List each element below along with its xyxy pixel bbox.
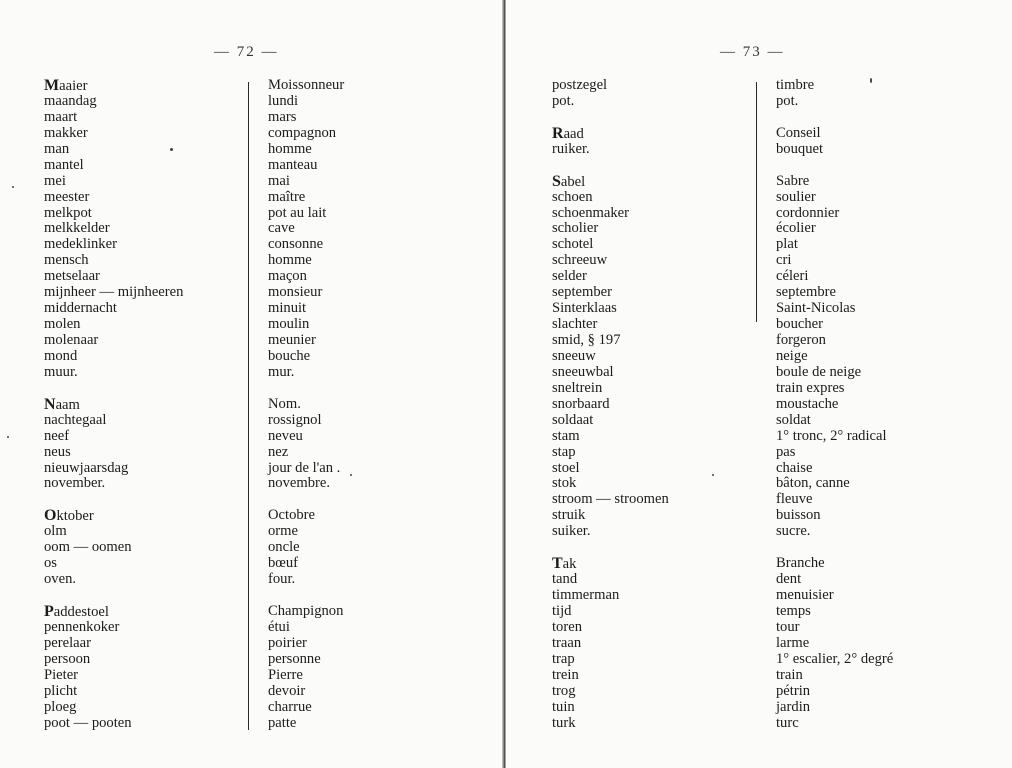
vocabulary-entry: train <box>776 666 803 683</box>
section-gap <box>776 158 893 174</box>
vocabulary-entry: stroom — stroomen <box>552 491 669 508</box>
dutch-column-right <box>552 78 669 731</box>
section-gap <box>44 381 183 397</box>
vocabulary-entry: schotel <box>552 236 594 253</box>
vocabulary-entry: makker <box>44 124 88 141</box>
vocabulary-entry: bâton, canne <box>776 475 850 492</box>
vocabulary-entry: timmerman <box>552 587 620 603</box>
vocabulary-entry: tuin <box>552 698 575 715</box>
vocabulary-entry: nieuwjaarsdag <box>44 459 129 476</box>
vocabulary-entry: poirier <box>268 634 307 651</box>
vocabulary-entry: traan <box>552 634 582 651</box>
section-heading-word <box>44 508 183 524</box>
section-word-rest: aad <box>563 125 584 142</box>
vocabulary-entry: tijd <box>552 602 572 619</box>
vocabulary-entry: personne <box>268 650 321 667</box>
vocabulary-entry: struik <box>552 507 586 524</box>
vocabulary-entry: pot au lait <box>268 204 327 221</box>
vocabulary-entry: four. <box>268 571 296 588</box>
vocabulary-entry: toren <box>552 618 582 635</box>
section-word-rest: aam <box>55 396 80 413</box>
vocabulary-entry: lundi <box>268 92 298 109</box>
vocabulary-entry: man <box>44 140 70 157</box>
vocabulary-entry: buisson <box>776 507 821 524</box>
section-heading-word <box>552 556 669 572</box>
vocabulary-entry: sneeuwbal <box>552 363 614 380</box>
vocabulary-entry: monsieur <box>268 284 323 301</box>
section-gap <box>268 588 344 604</box>
vocabulary-entry: neef <box>44 427 70 444</box>
vocabulary-entry: pas <box>776 443 796 460</box>
section-initial: P <box>44 602 54 620</box>
french-column-left <box>268 78 344 731</box>
vocabulary-entry: ruiker. <box>552 140 590 157</box>
vocabulary-entry: consonne <box>268 236 324 253</box>
vocabulary-entry: oom — oomen <box>44 539 132 556</box>
page-number-right: — 73 — <box>720 44 785 60</box>
vocabulary-entry: maître <box>268 188 306 205</box>
section-word-rest: abel <box>560 173 586 190</box>
vocabulary-entry: snorbaard <box>552 395 610 412</box>
section-gap <box>44 492 183 508</box>
vocabulary-entry: meunier <box>268 332 316 348</box>
vocabulary-entry: cri <box>776 252 792 269</box>
vocabulary-entry: céleri <box>776 268 809 285</box>
vocabulary-entry: train expres <box>776 379 845 396</box>
right-page <box>506 0 1012 768</box>
vocabulary-entry: patte <box>268 714 297 731</box>
vocabulary-entry: sneltrein <box>552 379 603 396</box>
vocabulary-entry: compagnon <box>268 124 337 141</box>
vocabulary-entry: devoir <box>268 682 306 699</box>
page-number-left: — 72 — <box>214 44 279 60</box>
vocabulary-entry: pétrin <box>776 682 811 699</box>
vocabulary-entry: trap <box>552 650 575 667</box>
vocabulary-entry: oven. <box>44 571 77 588</box>
vocabulary-entry: Octobre <box>268 507 316 524</box>
vocabulary-entry: suiker. <box>552 523 591 540</box>
vocabulary-entry: nez <box>268 443 289 460</box>
vocabulary-entry: 1° escalier, 2° degré <box>776 650 894 667</box>
vocabulary-entry: maçon <box>268 268 307 285</box>
vocabulary-entry: poot — pooten <box>44 714 132 731</box>
section-gap <box>44 588 183 604</box>
vocabulary-entry: turc <box>776 714 799 731</box>
vocabulary-entry: turk <box>552 714 576 731</box>
vocabulary-entry: orme <box>268 523 298 540</box>
scan-speck <box>870 78 872 83</box>
vocabulary-entry: scholier <box>552 220 599 237</box>
vocabulary-entry: moulin <box>268 316 310 333</box>
section-initial: M <box>44 77 60 94</box>
vocabulary-entry: postzegel <box>552 77 608 93</box>
vocabulary-entry: melkpot <box>44 204 92 221</box>
vocabulary-entry: november. <box>44 475 106 492</box>
vocabulary-entry: os <box>44 555 57 572</box>
vocabulary-entry: Pierre <box>268 666 303 683</box>
vocabulary-entry: novembre. <box>268 475 331 492</box>
vocabulary-entry: forgeron <box>776 332 826 348</box>
vocabulary-entry: mijnheer — mijnheeren <box>44 284 184 301</box>
scan-speck <box>7 436 9 438</box>
vocabulary-entry: Sabre <box>776 172 810 189</box>
vocabulary-entry: neveu <box>268 427 303 444</box>
vocabulary-entry: mond <box>44 347 78 364</box>
vocabulary-entry: meester <box>44 188 90 205</box>
vocabulary-entry: trog <box>552 682 576 699</box>
vocabulary-entry: september <box>552 284 612 301</box>
vocabulary-entry: bouquet <box>776 140 824 157</box>
vocabulary-entry: manteau <box>268 156 318 173</box>
vocabulary-entry: oncle <box>268 539 300 556</box>
vocabulary-entry: stap <box>552 443 576 460</box>
section-gap <box>552 158 669 174</box>
section-gap <box>776 110 893 126</box>
section-initial: T <box>552 555 563 573</box>
vocabulary-entry: mensch <box>44 252 89 269</box>
section-initial: O <box>44 507 57 525</box>
scan-speck <box>712 474 714 476</box>
vocabulary-entry: soulier <box>776 188 816 205</box>
french-column-right <box>776 78 893 731</box>
vocabulary-entry: mantel <box>44 156 84 173</box>
vocabulary-entry: homme <box>268 140 312 157</box>
vocabulary-entry: septembre <box>776 284 836 301</box>
vocabulary-entry: medeklinker <box>44 236 117 253</box>
section-word-rest: aaier <box>59 78 88 94</box>
section-heading-word <box>552 174 669 190</box>
vocabulary-entry: maart <box>44 108 78 125</box>
vocabulary-entry: moustache <box>776 395 839 412</box>
vocabulary-entry: neige <box>776 347 808 364</box>
vocabulary-entry: plat <box>776 236 798 253</box>
scan-speck <box>350 474 352 476</box>
vocabulary-entry: schoenmaker <box>552 204 629 221</box>
vocabulary-entry: cave <box>268 220 295 237</box>
vocabulary-entry: étui <box>268 618 290 635</box>
vocabulary-entry: soldaat <box>552 411 594 428</box>
vocabulary-entry: cordonnier <box>776 204 840 221</box>
vocabulary-entry: persoon <box>44 650 91 667</box>
section-gap <box>268 492 344 508</box>
vocabulary-entry: tand <box>552 571 578 588</box>
section-heading-word <box>44 604 183 620</box>
vocabulary-entry: tour <box>776 618 800 635</box>
vocabulary-entry: menuisier <box>776 587 834 603</box>
vocabulary-entry: olm <box>44 523 67 540</box>
scan-speck <box>12 186 14 188</box>
section-gap <box>552 110 669 126</box>
vocabulary-entry: 1° tronc, 2° radical <box>776 427 887 444</box>
vocabulary-entry: stok <box>552 475 577 492</box>
vocabulary-entry: Nom. <box>268 395 301 412</box>
vocabulary-entry: neus <box>44 443 71 460</box>
vocabulary-entry: maandag <box>44 92 97 109</box>
vocabulary-entry: middernacht <box>44 300 117 317</box>
section-initial: R <box>552 124 564 142</box>
vocabulary-entry: muur. <box>44 363 78 380</box>
vocabulary-entry: Conseil <box>776 124 821 141</box>
vocabulary-entry: mur. <box>268 363 295 380</box>
vocabulary-entry: schoen <box>552 188 593 205</box>
vocabulary-entry: smid, § 197 <box>552 332 621 348</box>
scan-speck <box>170 148 173 151</box>
vocabulary-entry: Pieter <box>44 666 79 683</box>
vocabulary-entry: stam <box>552 427 580 444</box>
section-gap <box>776 540 893 556</box>
vocabulary-entry: molenaar <box>44 332 99 348</box>
vocabulary-entry: Saint-Nicolas <box>776 300 856 317</box>
section-heading-word <box>44 78 183 94</box>
vocabulary-entry: Moissonneur <box>268 77 345 93</box>
vocabulary-entry: trein <box>552 666 579 683</box>
column-divider-left <box>248 82 249 730</box>
vocabulary-entry: chaise <box>776 459 813 476</box>
left-page <box>0 0 502 768</box>
vocabulary-entry: schreeuw <box>552 252 608 269</box>
vocabulary-entry: larme <box>776 634 810 651</box>
vocabulary-entry: sneeuw <box>552 347 596 364</box>
section-heading-word <box>552 126 669 142</box>
vocabulary-entry: écolier <box>776 220 816 237</box>
column-divider-right <box>756 82 757 322</box>
vocabulary-entry: Branche <box>776 555 825 572</box>
vocabulary-entry: pot. <box>552 92 575 109</box>
vocabulary-entry: dent <box>776 571 802 588</box>
vocabulary-entry: Champignon <box>268 602 344 619</box>
section-word-rest: ktober <box>56 508 94 525</box>
vocabulary-entry: charrue <box>268 698 312 715</box>
vocabulary-entry: minuit <box>268 300 307 317</box>
section-gap <box>552 540 669 556</box>
vocabulary-entry: nachtegaal <box>44 411 107 428</box>
vocabulary-entry: soldat <box>776 411 811 428</box>
vocabulary-entry: mars <box>268 108 297 125</box>
vocabulary-entry: mei <box>44 172 66 189</box>
vocabulary-entry: plicht <box>44 682 78 699</box>
vocabulary-entry: Sinterklaas <box>552 300 617 317</box>
dutch-column-left <box>44 78 183 731</box>
section-word-rest: addestoel <box>53 603 109 620</box>
vocabulary-entry: boule de neige <box>776 363 862 380</box>
section-initial: N <box>44 395 56 413</box>
section-initial: S <box>552 172 561 190</box>
vocabulary-entry: rossignol <box>268 411 322 428</box>
section-gap <box>268 381 344 397</box>
vocabulary-entry: jardin <box>776 698 811 715</box>
vocabulary-entry: homme <box>268 252 312 269</box>
vocabulary-entry: bouche <box>268 347 311 364</box>
vocabulary-entry: molen <box>44 316 81 333</box>
vocabulary-entry: bœuf <box>268 555 298 572</box>
vocabulary-entry: metselaar <box>44 268 100 285</box>
vocabulary-entry: slachter <box>552 316 598 333</box>
vocabulary-entry: mai <box>268 172 290 189</box>
section-word-rest: ak <box>562 556 577 573</box>
vocabulary-entry: fleuve <box>776 491 813 508</box>
vocabulary-entry: selder <box>552 268 587 285</box>
vocabulary-entry: pennenkoker <box>44 618 120 635</box>
vocabulary-entry: melkkelder <box>44 220 110 237</box>
vocabulary-entry: jour de l'an . <box>268 459 341 476</box>
vocabulary-entry: timbre <box>776 77 815 93</box>
vocabulary-entry: stoel <box>552 459 580 476</box>
vocabulary-entry: temps <box>776 602 811 619</box>
vocabulary-entry: pot. <box>776 92 799 109</box>
vocabulary-entry: boucher <box>776 316 824 333</box>
section-heading-word <box>44 397 183 413</box>
vocabulary-entry: ploeg <box>44 698 77 715</box>
vocabulary-entry: sucre. <box>776 523 811 540</box>
vocabulary-entry: perelaar <box>44 634 91 651</box>
